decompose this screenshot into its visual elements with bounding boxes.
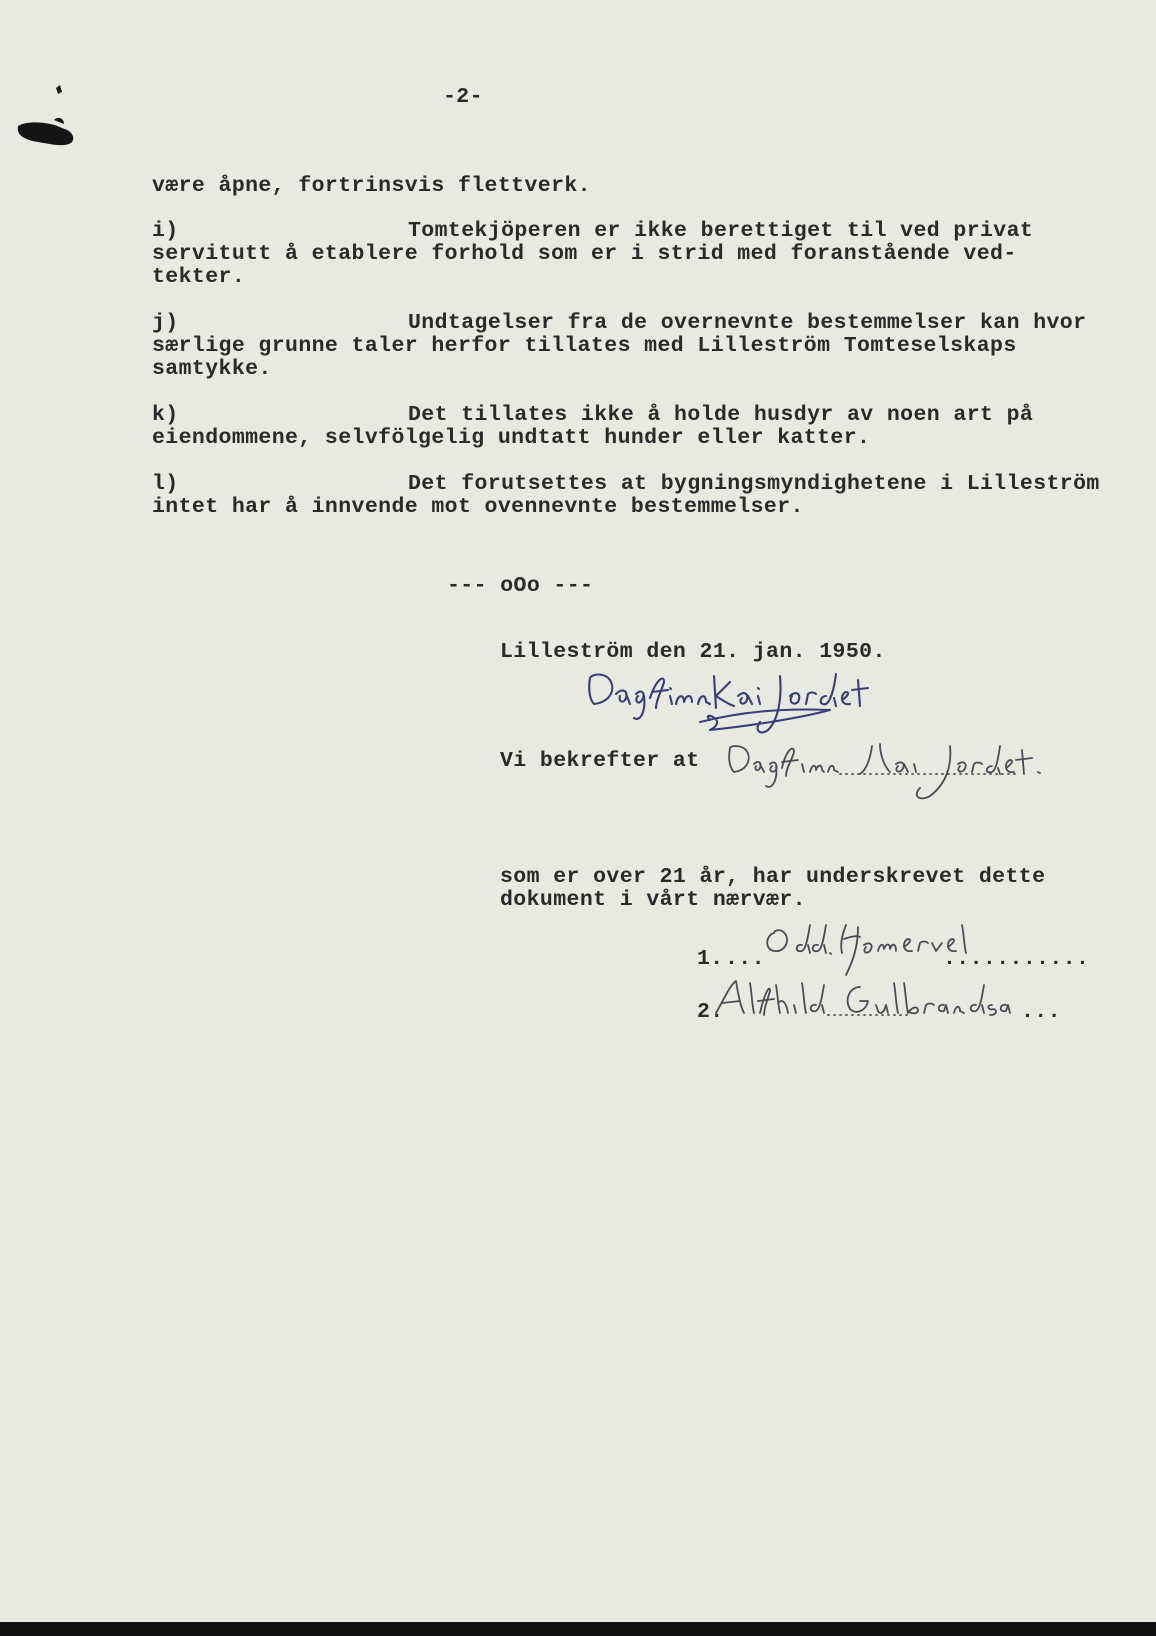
clause-j-label: j)	[152, 311, 179, 335]
clause-i-line-3: tekter.	[152, 265, 246, 289]
intro-line: være åpne, fortrinsvis flettverk.	[152, 174, 591, 198]
witness-1-dots-after: ...........	[943, 947, 1090, 971]
page-number: -2-	[443, 85, 483, 109]
clause-i-first-line: Tomtekjöperen er ikke berettiget til ved privat	[408, 219, 1034, 243]
clause-l-first-line: Det forutsettes at bygningsmyndighetene i Lilleström	[408, 472, 1100, 496]
clause-i-line-2: servitutt å etablere forhold som er i strid med foranstående ved-	[152, 242, 1017, 266]
witness-2-number: 2.	[697, 1000, 724, 1024]
witness-2-signature	[710, 975, 1040, 1035]
witness-1-number: 1.	[697, 947, 724, 971]
confirm-line-1: som er over 21 år, har underskrevet dette	[500, 865, 1046, 889]
clause-k-label: k)	[152, 403, 179, 427]
confirm-name-handwritten	[720, 740, 1115, 810]
scan-edge-band	[0, 1622, 1156, 1636]
confirm-prefix: Vi bekrefter at	[500, 749, 700, 773]
clause-i-label: i)	[152, 219, 179, 243]
witness-1-dots-before: ...	[725, 947, 765, 971]
clause-j-line-3: samtykke.	[152, 357, 272, 381]
clause-j-first-line: Undtagelser fra de overnevnte bestemmelser kan hvor	[408, 311, 1087, 335]
clause-j-line-2: særlige grunne taler herfor tillates med Lilleström Tomteselskaps	[152, 334, 1017, 358]
separator: --- oOo ---	[447, 574, 594, 598]
place-date: Lilleström den 21. jan. 1950.	[500, 640, 886, 664]
clause-l-line-2: intet har å innvende mot ovennevnte bestemmelser.	[152, 495, 804, 519]
clause-l-label: l)	[152, 472, 179, 496]
owner-signature	[580, 660, 910, 740]
clause-k-first-line: Det tillates ikke å holde husdyr av noen art på	[408, 403, 1034, 427]
punch-hole-mark	[10, 82, 80, 162]
witness-2-dots-after: ...	[1021, 1000, 1061, 1024]
confirm-line-2: dokument i vårt nærvær.	[500, 888, 806, 912]
clause-k-line-2: eiendommene, selvfölgelig undtatt hunder eller katter.	[152, 426, 871, 450]
